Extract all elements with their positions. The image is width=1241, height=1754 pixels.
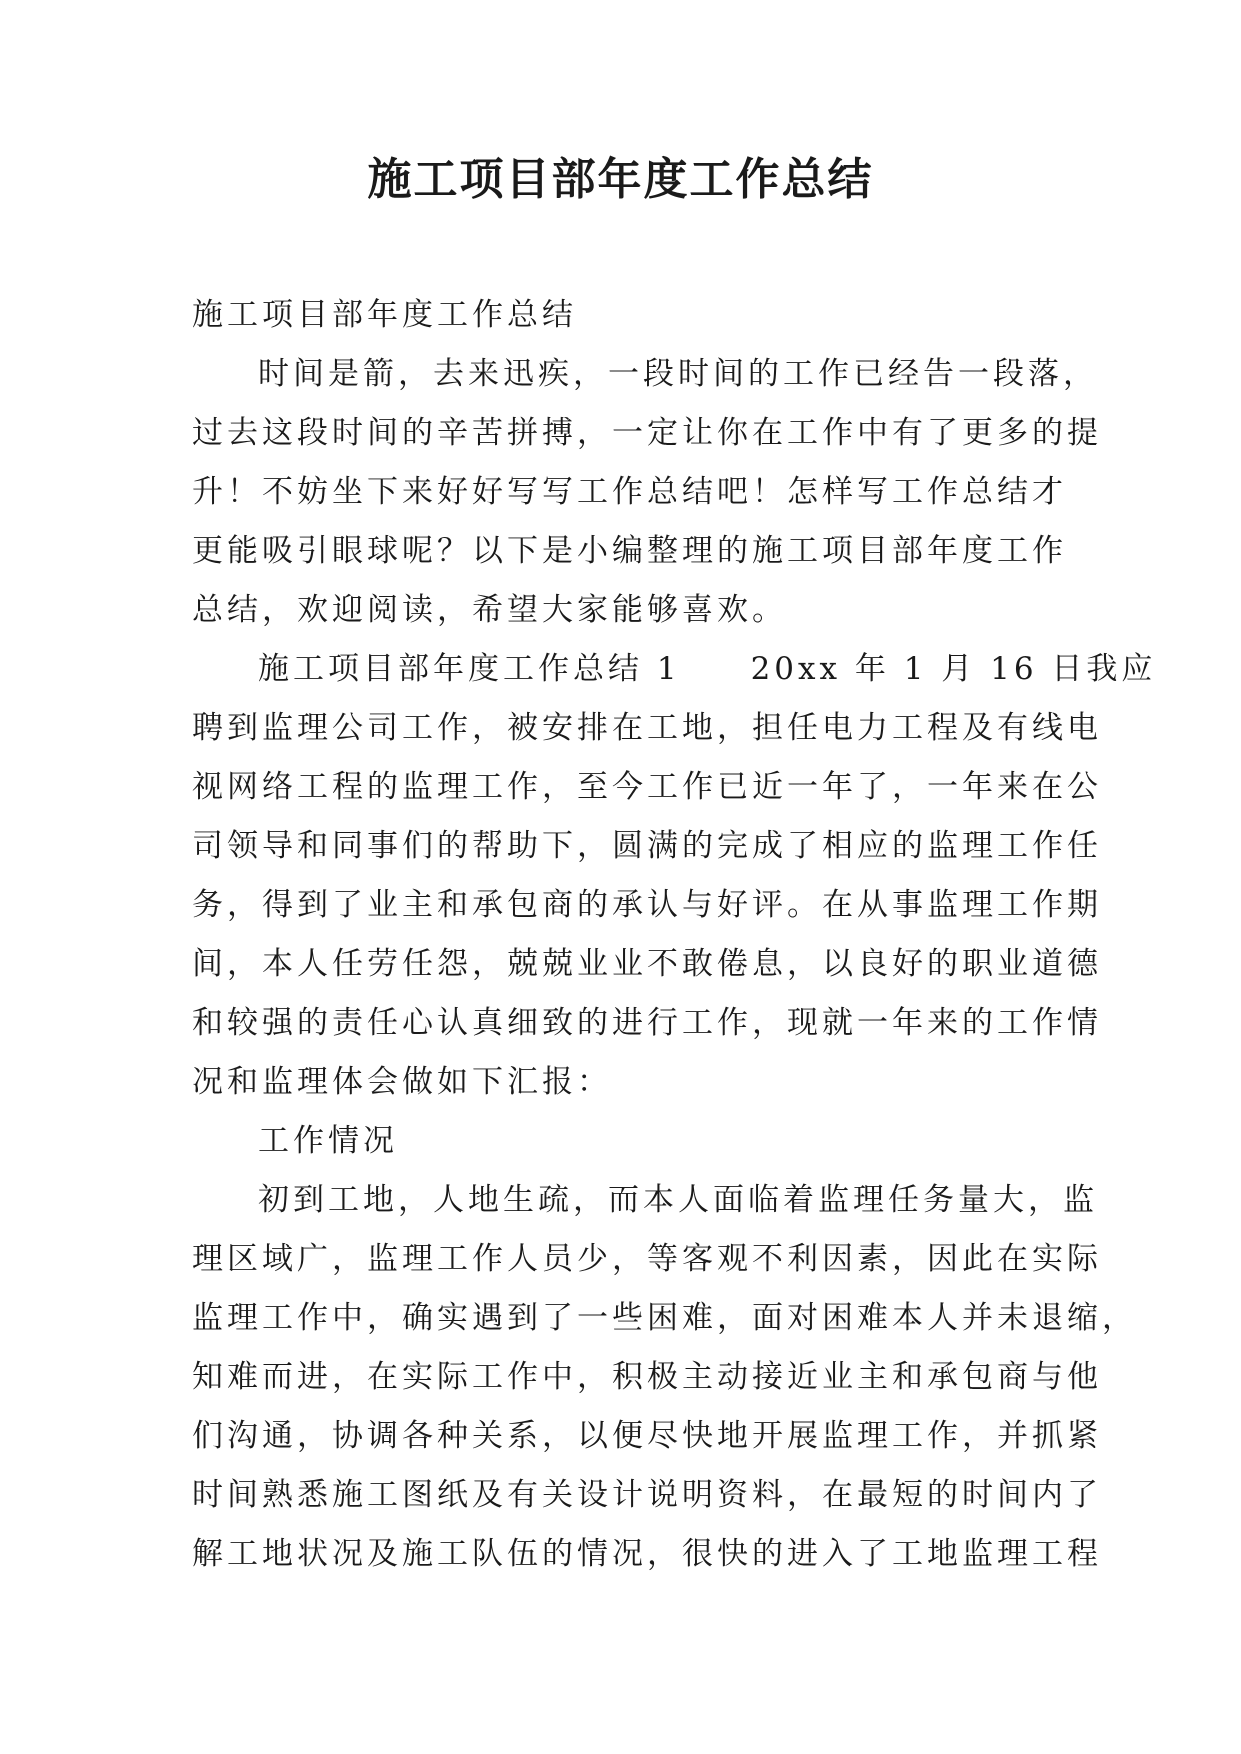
body-line: 总结，欢迎阅读，希望大家能够喜欢。 — [192, 592, 787, 628]
body-line: 间，本人任劳任怨，兢兢业业不敢倦息，以良好的职业道德 — [192, 946, 1102, 982]
body-line: 升！不妨坐下来好好写写工作总结吧！怎样写工作总结才 — [192, 474, 1067, 510]
body-line: 解工地状况及施工队伍的情况，很快的进入了工地监理工程 — [192, 1536, 1102, 1572]
body-line: 更能吸引眼球呢？以下是小编整理的施工项目部年度工作 — [192, 533, 1067, 569]
body-line: 过去这段时间的辛苦拼搏，一定让你在工作中有了更多的提 — [192, 415, 1102, 451]
body-line: 务，得到了业主和承包商的承认与好评。在从事监理工作期 — [192, 887, 1102, 923]
body-line: 况和监理体会做如下汇报： — [192, 1064, 612, 1100]
body-line: 知难而进，在实际工作中，积极主动接近业主和承包商与他 — [192, 1359, 1102, 1395]
body-line: 理区域广，监理工作人员少，等客观不利因素，因此在实际 — [192, 1241, 1102, 1277]
body-line: 们沟通，协调各种关系，以便尽快地开展监理工作，并抓紧 — [192, 1418, 1102, 1454]
body-line: 施工项目部年度工作总结 — [192, 297, 577, 333]
document-title: 施工项目部年度工作总结 — [367, 154, 874, 205]
body-line: 和较强的责任心认真细致的进行工作，现就一年来的工作情 — [192, 1005, 1102, 1041]
body-line: 司领导和同事们的帮助下，圆满的完成了相应的监理工作任 — [192, 828, 1102, 864]
document-body — [192, 286, 1157, 1584]
body-line: 初到工地，人地生疏，而本人面临着监理任务量大，监 — [258, 1182, 1098, 1218]
body-line: 施工项目部年度工作总结 1 20xx 年 1 月 16 日我应 — [258, 651, 1157, 687]
body-line: 监理工作中，确实遇到了一些困难，面对困难本人并未退缩， — [192, 1300, 1137, 1336]
body-line: 时间是箭，去来迅疾，一段时间的工作已经告一段落， — [258, 356, 1098, 392]
body-line: 工作情况 — [258, 1123, 398, 1159]
body-line: 视网络工程的监理工作，至今工作已近一年了，一年来在公 — [192, 769, 1102, 805]
body-line: 时间熟悉施工图纸及有关设计说明资料，在最短的时间内了 — [192, 1477, 1102, 1513]
body-line: 聘到监理公司工作，被安排在工地，担任电力工程及有线电 — [192, 710, 1102, 746]
